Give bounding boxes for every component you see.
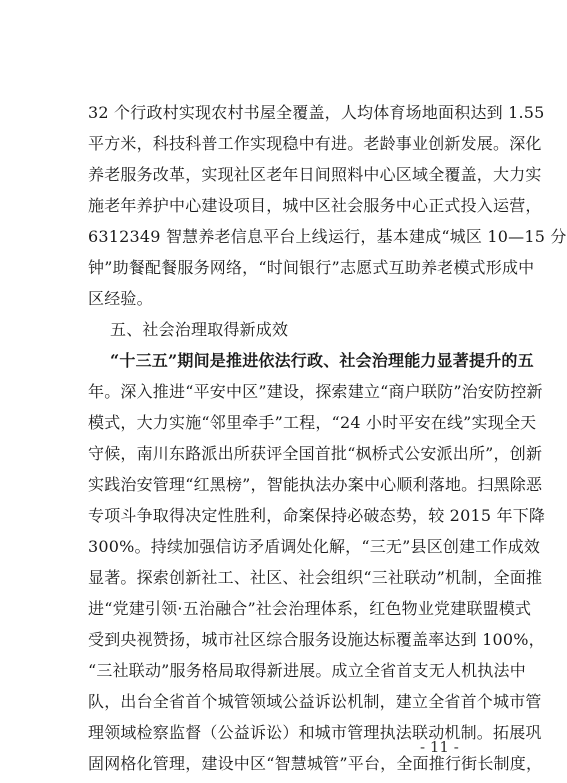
text-line: 6312349 智慧养老信息平台上线运行，基本建成“城区 10—15 分: [88, 227, 567, 246]
text-line: 受到央视赞扬，城市社区综合服务设施达标覆盖率达到 100%，: [88, 630, 545, 649]
text-line: 显著。探索创新社工、社区、社会组织“三社联动”机制，全面推: [88, 568, 543, 587]
text-line: 理领域检察监督（公益诉讼）和城市管理执法联动机制。拓展巩: [88, 723, 542, 742]
paragraph-social-governance: [88, 345, 546, 779]
text-line: 施老年养护中心建设项目，城中区社会服务中心正式投入运营，: [88, 196, 542, 215]
text-line: 32 个行政村实现农村书屋全覆盖，人均体育场地面积达到 1.55: [88, 103, 545, 122]
section-heading: 五、社会治理取得新成效: [110, 320, 289, 339]
text-line: 固网格化管理，建设中区“智慧城管”平台，全面推行街长制度，: [88, 754, 543, 773]
text-line: 钟”助餐配餐服务网络，“时间银行”志愿式互助养老模式形成中: [88, 258, 535, 277]
text-line: 年。深入推进“平安中区”建设，探索建立“商户联防”治安防控新: [88, 382, 543, 401]
text-line: 平方米，科技科普工作实现稳中有进。老龄事业创新发展。深化: [88, 134, 542, 153]
text-line: “三社联动”服务格局取得新进展。成立全省首支无人机执法中: [88, 661, 526, 680]
paragraph-elderly-services: [88, 97, 567, 314]
text-line: 守候，南川东路派出所获评全国首批“枫桥式公安派出所”，创新: [88, 444, 543, 463]
text-line: 模式，大力实施“邻里牵手”工程，“24 小时平安在线”实现全天: [88, 413, 537, 432]
lead-sentence: “十三五”期间是推进依法行政、社会治理能力显著提升的五: [110, 351, 534, 370]
text-line: 专项斗争取得决定性胜利，命案保持必破态势，较 2015 年下降: [88, 506, 546, 525]
text-line: 进“党建引领·五治融合”社会治理体系，红色物业党建联盟模式: [88, 599, 532, 618]
page-number: - 11 -: [420, 738, 459, 756]
text-line: 队，出台全省首个城管领域公益诉讼机制，建立全省首个城市管: [88, 692, 542, 711]
text-line: 区经验。: [88, 289, 153, 308]
text-line-lead: [88, 345, 534, 376]
text-line: 实践治安管理“红黑榜”，智能执法办案中心顺利落地。扫黑除恶: [88, 475, 543, 494]
page-body: [88, 97, 567, 779]
text-line: 养老服务改革，实现社区老年日间照料中心区域全覆盖，大力实: [88, 165, 542, 184]
text-line: 300%。持续加强信访矛盾调处化解，“三无”县区创建工作成效: [88, 537, 541, 556]
